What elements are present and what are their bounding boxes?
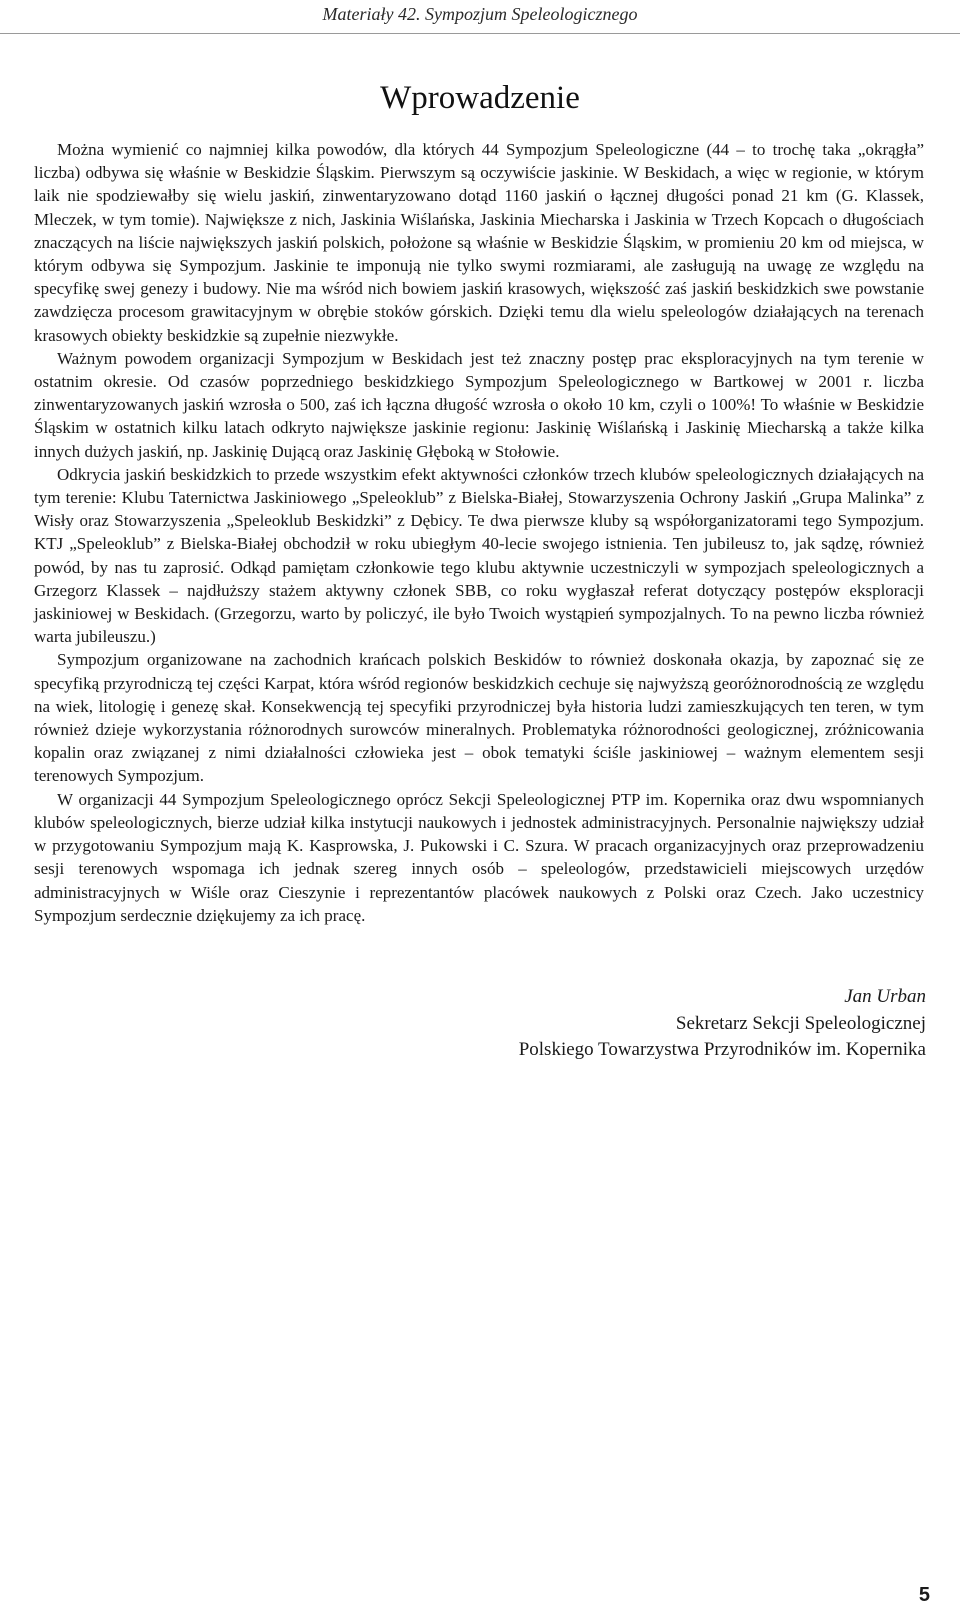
header-divider [0, 33, 960, 34]
running-header: Materiały 42. Sympozjum Speleologicznego [322, 4, 638, 24]
paragraph-5: W organizacji 44 Sympozjum Speleologicznego oprócz Sekcji Speleologicznej PTP im. Kopernika oraz dwu wspomnianych klubów speleologicznych, bierze udział kilka instytucji naukowych i jednostek administracyjnych. Personalnie największy udział w przygotowaniu Sympozjum mają K. Kasprowska, J. Pukowski i C. Szura. W pracach organizacyjnych oraz przeprowadzeniu sesji terenowych wspomaga ich jednak szereg innych osób – speleologów, przedstawicieli miejscowych urzędów administracyjnych w Wiśle oraz Cieszynie i reprezentantów placówek naukowych z Polski oraz Czech. Jako uczestnicy Sympozjum serdecznie dziękujemy za ich pracę. [34, 789, 924, 925]
signature-organization: Polskiego Towarzystwa Przyrodników im. Kopernika [518, 1039, 926, 1060]
signature-role: Sekretarz Sekcji Speleologicznej [675, 1012, 926, 1034]
signature-block [519, 984, 926, 1064]
paragraph-2: Ważnym powodem organizacji Sympozjum w Beskidach jest też znaczny postęp prac eksploracyjnych na tym terenie w ostatnim okresie. Od czasów poprzedniego beskidzkiego Sympozjum Speleologicznego w Bartkowej w 2001 r. liczba zinwentaryzowanych jaskiń wzrosła o 500, zaś ich łączna długość wzrosła o około 10 km, czyli o 100%! To właśnie w Beskidzie Śląskim w ostatnich kilku latach odkryto największe jaskinie regionu: Jaskinię Wiślańską i Jaskinię Miecharską a także kilka innych dużych jaskiń, np. Jaskinię Dującą oraz Jaskinię Głęboką w Stołowie. [34, 348, 924, 461]
signature-name: Jan Urban [844, 986, 926, 1007]
body-text [34, 138, 924, 927]
paragraph-1: Można wymienić co najmniej kilka powodów, dla których 44 Sympozjum Speleologiczne (44 – to trochę taka „okrągła” liczba) odbywa się właśnie w Beskidzie Śląskim. Pierwszym są oczywiście jaskinie. W Beskidach, a więc w regionie, w którym laik nie spodziewałby się wielu jaskiń, zinwentaryzowano dotąd 1160 jaskiń o łącznej długości ponad 21 km (G. Klassek, Mleczek, w tym tomie). Największe z nich, Jaskinia Wiślańska, Jaskinia Miecharska i Jaskinia w Trzech Kopcach o długościach znaczących na liście największych jaskiń polskich, położone są właśnie w Beskidzie Śląskim, w promieniu 20 km od miejsca, w którym odbywa się Sympozjum. Jaskinie te imponują nie tylko swymi rozmiarami, ale zasługują na uwagę ze względu na specyfikę swej genezy i budowy. Nie ma wśród nich bowiem jaskiń krasowych, większość zaś jaskiń beskidzkich swe powstanie zawdzięcza procesom grawitacyjnym w obrębie stoków górskich. Dzięki temu dla wielu speleologów działających na terenach krasowych obiekty beskidzkie są zupełnie niezwykłe. [34, 140, 924, 345]
page-number: 5 [918, 1584, 930, 1606]
page-title: Wprowadzenie [380, 80, 580, 116]
paragraph-4: Sympozjum organizowane na zachodnich krańcach polskich Beskidów to również doskonała okazja, by zapoznać się ze specyfiką przyrodniczą tej części Karpat, która wśród regionów beskidzkich cechuje się najwyższą georóżnorodnością ze względu na wiek, litologię i genezę skał. Konsekwencją tej specyfiki przyrodniczej była historia ludzi zamieszkujących ten teren, w tym również dzieje wykorzystania różnorodnych surowców mineralnych. Problematyka różnorodności geologicznej, zróżnicowania kopalin oraz związanej z nimi działalności człowieka jest – obok tematyki ściśle jaskiniowej – ważnym elementem sesji terenowych Sympozjum. [34, 650, 924, 786]
paragraph-3: Odkrycia jaskiń beskidzkich to przede wszystkim efekt aktywności członków trzech klubów speleologicznych działających na tym terenie: Klubu Taternictwa Jaskiniowego „Speleoklub” z Bielska-Białej, Stowarzyszenia Ochrony Jaskiń „Grupa Malinka” z Wisły oraz Stowarzyszenia „Speleoklub Beskidzki” z Dębicy. Te dwa pierwsze kluby są współorganizatorami tego Sympozjum. KTJ „Speleoklub” z Bielska-Białej obchodził w roku ubiegłym 40-lecie swojego istnienia. Ten jubileusz to, jak sądzę, również powód, by nas tu zaprosić. Odkąd pamiętam członkowie tego klubu aktywnie uczestniczyli w sympozjach speleologicznych a Grzegorz Klassek – najdłuższy stażem aktywny członek SBB, co roku wygłaszał referat dotyczący postępów eksploracji jaskiniowej w Beskidach. (Grzegorzu, warto by policzyć, ile było Twoich wystąpień sympozjalnych. To na pewno liczba również warta jubileuszu.) [34, 464, 924, 647]
